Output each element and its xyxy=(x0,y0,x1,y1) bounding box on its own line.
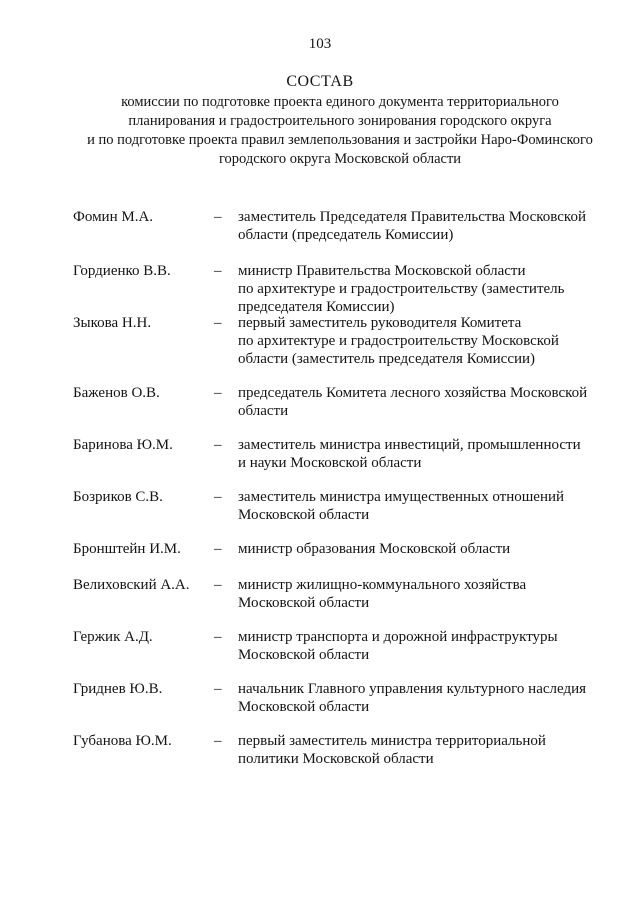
subtitle-line: планирования и градостроительного зонирования городского округа xyxy=(128,113,552,129)
member-name: Зыкова Н.Н. xyxy=(73,315,152,331)
member-role xyxy=(238,628,618,664)
member-role-line: области (председатель Комиссии) xyxy=(238,227,454,243)
member-name: Гержик А.Д. xyxy=(73,629,153,645)
member-role-line: первый заместитель министра территориальной xyxy=(238,733,546,749)
member-role-line: Московской области xyxy=(238,507,370,523)
member-role xyxy=(238,262,618,316)
member-role-line: заместитель министра инвестиций, промышленности xyxy=(238,437,581,453)
member-role xyxy=(238,576,618,612)
subtitle-line: и по подготовке проекта правил землепользования и застройки Наро-Фоминского xyxy=(87,132,593,148)
member-dash: – xyxy=(214,385,222,401)
member-dash: – xyxy=(214,489,222,505)
member-role-line: по архитектуре и градостроительству Московской xyxy=(238,333,559,349)
member-role-line: заместитель Председателя Правительства Московской xyxy=(238,209,586,225)
member-name: Фомин М.А. xyxy=(73,209,154,225)
member-dash: – xyxy=(214,315,222,331)
member-role-line: политики Московской области xyxy=(238,751,434,767)
member-role-line: области xyxy=(238,403,289,419)
member-dash: – xyxy=(214,681,222,697)
member-dash: – xyxy=(214,541,222,557)
member-role-line: министр жилищно-коммунального хозяйства xyxy=(238,577,527,593)
member-role-line: и науки Московской области xyxy=(238,455,422,471)
member-role-line: Московской области xyxy=(238,647,370,663)
member-role-line: министр транспорта и дорожной инфраструктуры xyxy=(238,629,558,645)
member-name: Бозриков С.В. xyxy=(73,489,163,505)
member-dash: – xyxy=(214,733,222,749)
member-role-line: первый заместитель руководителя Комитета xyxy=(238,315,522,331)
document-title: СОСТАВ xyxy=(286,73,354,90)
member-role-line: председатель Комитета лесного хозяйства Московской xyxy=(238,385,588,401)
member-role xyxy=(238,488,618,524)
document-subtitle xyxy=(60,93,620,169)
member-role-line: Московской области xyxy=(238,699,370,715)
member-role xyxy=(238,384,618,420)
member-role xyxy=(238,208,618,244)
member-name: Гриднев Ю.В. xyxy=(73,681,163,697)
member-role xyxy=(238,680,618,716)
member-dash: – xyxy=(214,629,222,645)
member-role-line: по архитектуре и градостроительству (заместитель xyxy=(238,281,565,297)
member-name: Гордиенко В.В. xyxy=(73,263,171,279)
member-role-line: Московской области xyxy=(238,595,370,611)
member-name: Губанова Ю.М. xyxy=(73,733,172,749)
member-dash: – xyxy=(214,577,222,593)
member-role-line: области (заместитель председателя Комиссии) xyxy=(238,351,536,367)
member-role xyxy=(238,314,618,368)
page-number: 103 xyxy=(308,36,332,52)
subtitle-line: комиссии по подготовке проекта единого документа территориального xyxy=(121,94,559,110)
member-role xyxy=(238,540,618,558)
member-role-line: министр образования Московской области xyxy=(238,541,511,557)
member-dash: – xyxy=(214,263,222,279)
member-dash: – xyxy=(214,209,222,225)
member-name: Велиховский А.А. xyxy=(73,577,190,593)
member-name: Баженов О.В. xyxy=(73,385,160,401)
subtitle-line: городского округа Московской области xyxy=(218,151,462,167)
member-name: Бронштейн И.М. xyxy=(73,541,181,557)
member-role-line: министр Правительства Московской области xyxy=(238,263,526,279)
member-dash: – xyxy=(214,437,222,453)
member-role xyxy=(238,436,618,472)
member-name: Баринова Ю.М. xyxy=(73,437,173,453)
member-role-line: председателя Комиссии) xyxy=(238,299,395,315)
member-role xyxy=(238,732,618,768)
member-role-line: начальник Главного управления культурного наследия xyxy=(238,681,587,697)
member-role-line: заместитель министра имущественных отношений xyxy=(238,489,565,505)
